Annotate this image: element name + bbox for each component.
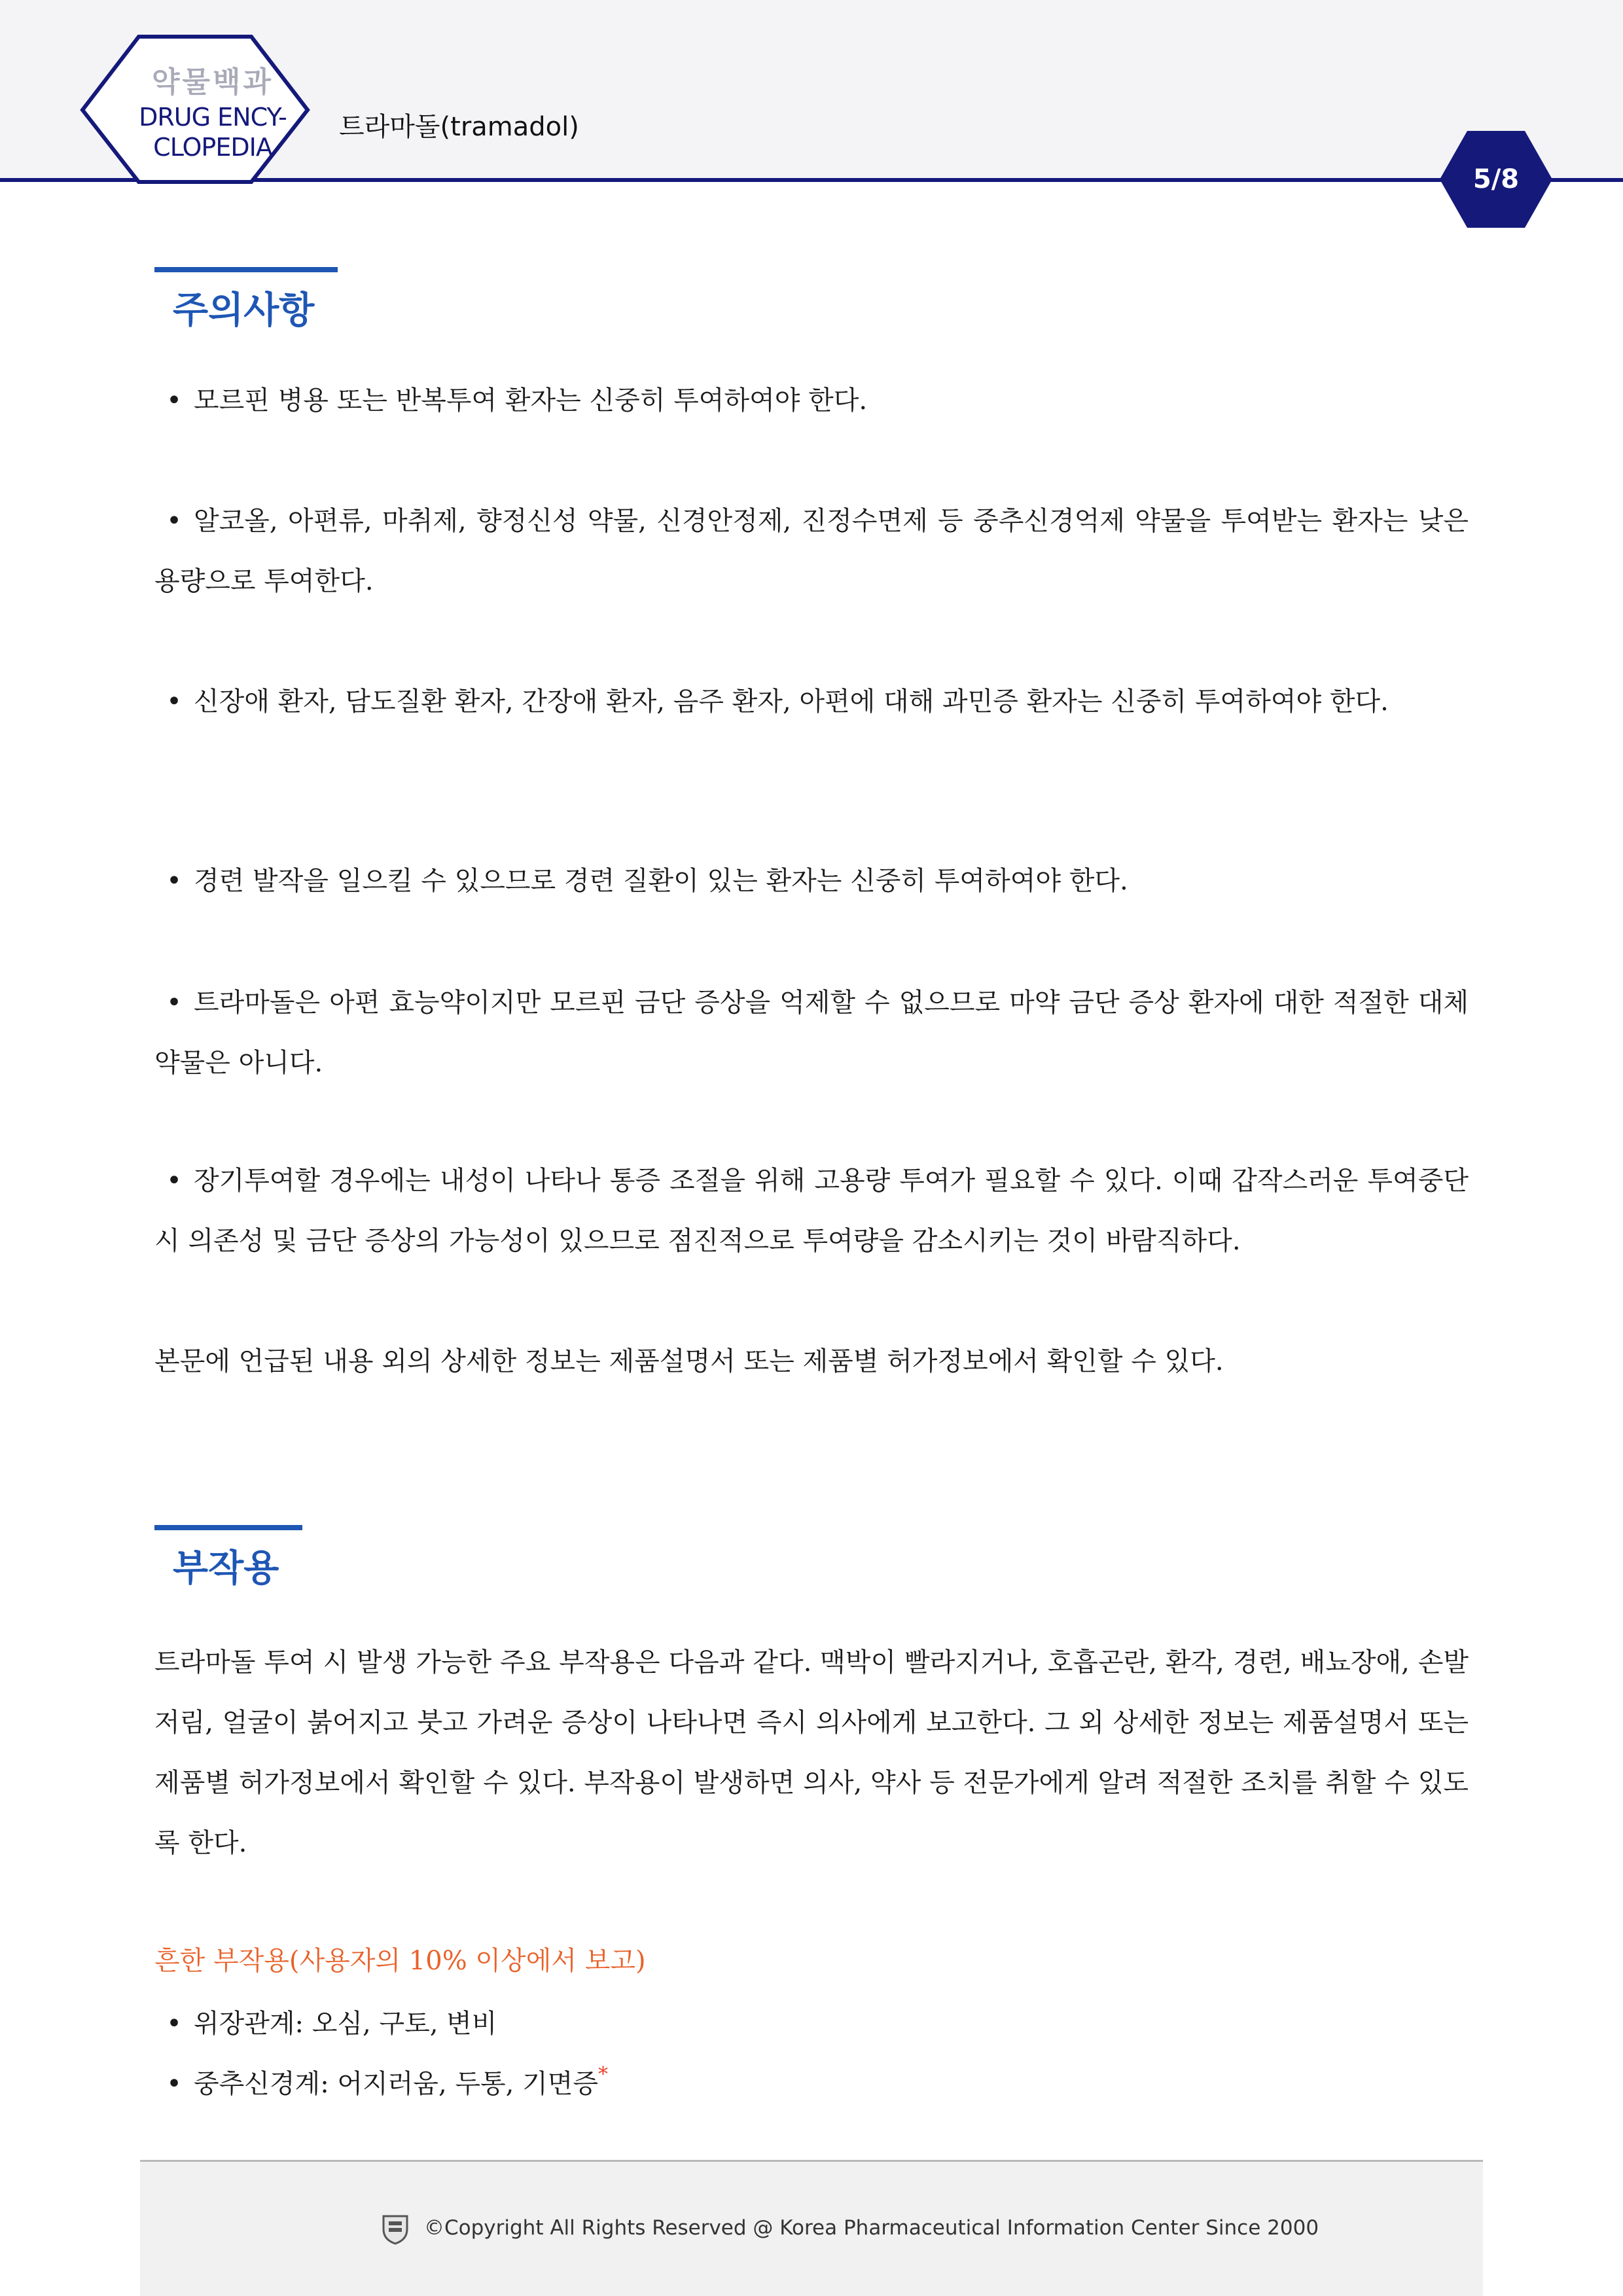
page-number: 5/8 — [1472, 164, 1520, 194]
precaution-item-6: • 장기투여할 경우에는 내성이 나타나 통증 조절을 위해 고용량 투여가 필요할 수 있다. 이때 갑작스러운 투여중단 시 의존성 및 금단 증상의 가능성이 있으므로 점진적으로 투여량을 감소시키는 것이 바람직하다. — [154, 1166, 1469, 1256]
common-side-effect-item-2: • 중추신경계: 어지러움, 두통, 기면증* — [166, 2063, 609, 2099]
footer-copyright: ©Copyright All Rights Reserved @ Korea Pharmaceutical Information Center Since 2000 — [424, 2216, 1319, 2240]
precaution-item-4: • 경련 발작을 일으킬 수 있으므로 경련 질환이 있는 환자는 신중히 투여하여야 한다. — [166, 866, 1128, 896]
asterisk-mark: * — [598, 2063, 609, 2086]
drug-title: 트라마돌(tramadol) — [339, 112, 579, 142]
logo-en-line1: DRUG ENCY- — [139, 103, 287, 132]
footer-rule — [140, 2160, 1483, 2162]
side-effects-intro: 트라마돌 투여 시 발생 가능한 주요 부작용은 다음과 같다. 맥박이 빨라지거나, 호흡곤란, 환각, 경련, 배뇨장애, 손발 저림, 얼굴이 붉어지고 붓고 가려운 증상이 나타나면 즉시 의사에게 보고한다. 그 외 상세한 정보는 제품설명서 또는 제품별 허가정보에서 확인할 수 있다. 부작용이 발생하면 의사, 약사 등 전문가에게 알려 적절한 조치를 취할 수 있도록 한다. — [154, 1647, 1469, 1858]
precautions-title-bar — [154, 267, 338, 272]
precaution-item-3: • 신장애 환자, 담도질환 환자, 간장애 환자, 음주 환자, 아편에 대해 과민증 환자는 신중히 투여하여야 한다. — [166, 687, 1389, 717]
logo-en-line2: CLOPEDIA — [153, 133, 272, 162]
precautions-note: 본문에 언급된 내용 외의 상세한 정보는 제품설명서 또는 제품별 허가정보에서 확인할 수 있다. — [154, 1346, 1224, 1376]
precaution-item-5: • 트라마돌은 아편 효능약이지만 모르핀 금단 증상을 억제할 수 없으므로 마약 금단 증상 환자에 대한 적절한 대체약물은 아니다. — [154, 988, 1469, 1078]
side-effects-title-bar — [154, 1525, 302, 1530]
common-side-effect-item-1: • 위장관계: 오심, 구토, 변비 — [166, 2009, 497, 2039]
precaution-item-2: • 알코올, 아편류, 마취제, 향정신성 약물, 신경안정제, 진정수면제 등 중추신경억제 약물을 투여받는 환자는 낮은 용량으로 투여한다. — [154, 506, 1469, 596]
precaution-item-1: • 모르핀 병용 또는 반복투여 환자는 신중히 투여하여야 한다. — [166, 386, 868, 416]
precautions-title: 주의사항 — [173, 289, 315, 332]
side-effects-title: 부작용 — [173, 1547, 279, 1590]
common-side-effects-heading: 흔한 부작용(사용자의 10% 이상에서 보고) — [154, 1946, 646, 1976]
shield-emblem-icon — [381, 2214, 410, 2245]
logo — [131, 63, 294, 162]
logo-ko: 약물백과 — [151, 65, 274, 99]
